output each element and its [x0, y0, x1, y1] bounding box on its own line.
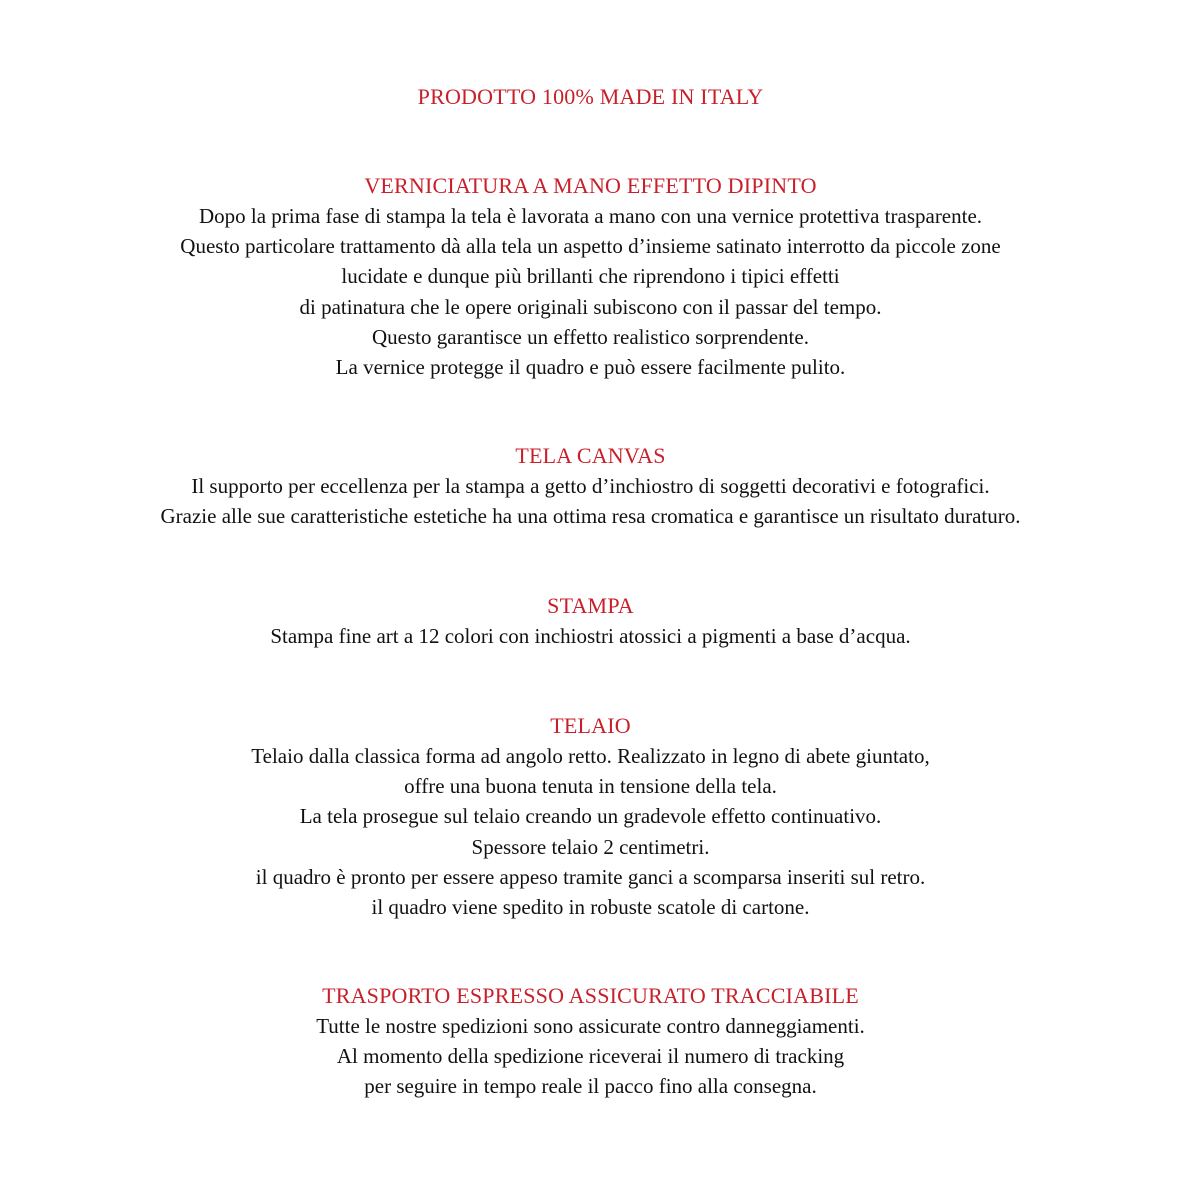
- section-line: Al momento della spedizione riceverai il numero di tracking: [336, 1044, 845, 1069]
- section-line: per seguire in tempo reale il pacco fino alla consegna.: [364, 1074, 817, 1099]
- section-line: Il supporto per eccellenza per la stampa a getto d’inchiostro di soggetti decorativi e fotografici.: [191, 474, 990, 498]
- section-line: Tutte le nostre spedizioni sono assicurate contro danneggiamenti.: [316, 1014, 865, 1038]
- section-verniciatura: [0, 171, 1181, 382]
- section-title: TELAIO: [550, 713, 631, 738]
- section-line: La tela prosegue sul telaio creando un gradevole effetto continuativo.: [299, 804, 882, 829]
- section-tela-canvas: [0, 441, 1181, 531]
- section-line: Stampa fine art a 12 colori con inchiostri atossici a pigmenti a base d’acqua.: [270, 624, 911, 648]
- section-line: Dopo la prima fase di stampa la tela è lavorata a mano con una vernice protettiva trasparente.: [198, 204, 983, 228]
- section-title: TELA CANVAS: [515, 443, 666, 468]
- section-line: Spessore telaio 2 centimetri.: [471, 834, 710, 859]
- section-line: Telaio dalla classica forma ad angolo retto. Realizzato in legno di abete giuntato,: [251, 744, 930, 768]
- section-title: TRASPORTO ESPRESSO ASSICURATO TRACCIABILE: [322, 983, 859, 1008]
- section-line: il quadro è pronto per essere appeso tramite ganci a scomparsa inseriti sul retro.: [255, 864, 926, 889]
- section-title: STAMPA: [547, 593, 634, 618]
- section-stampa: [0, 591, 1181, 651]
- section-trasporto: [0, 981, 1181, 1102]
- section-line: offre una buona tenuta in tensione della tela.: [404, 774, 777, 799]
- section-line: lucidate e dunque più brillanti che riprendono i tipici effetti: [341, 264, 840, 289]
- section-line: il quadro viene spedito in robuste scatole di cartone.: [371, 895, 810, 920]
- section-line: Grazie alle sue caratteristiche estetiche ha una ottima resa cromatica e garantisce un risultato duraturo.: [160, 504, 1021, 529]
- section-line: Questo particolare trattamento dà alla tela un aspetto d’insieme satinato interrotto da piccole zone: [180, 234, 1001, 259]
- page-headline: PRODOTTO 100% MADE IN ITALY: [417, 84, 764, 109]
- section-telaio: [0, 711, 1181, 922]
- section-line: di patinatura che le opere originali subiscono con il passar del tempo.: [299, 294, 882, 319]
- section-title: VERNICIATURA A MANO EFFETTO DIPINTO: [364, 173, 817, 198]
- section-line: Questo garantisce un effetto realistico sorprendente.: [372, 324, 809, 349]
- section-line: La vernice protegge il quadro e può essere facilmente pulito.: [335, 355, 846, 380]
